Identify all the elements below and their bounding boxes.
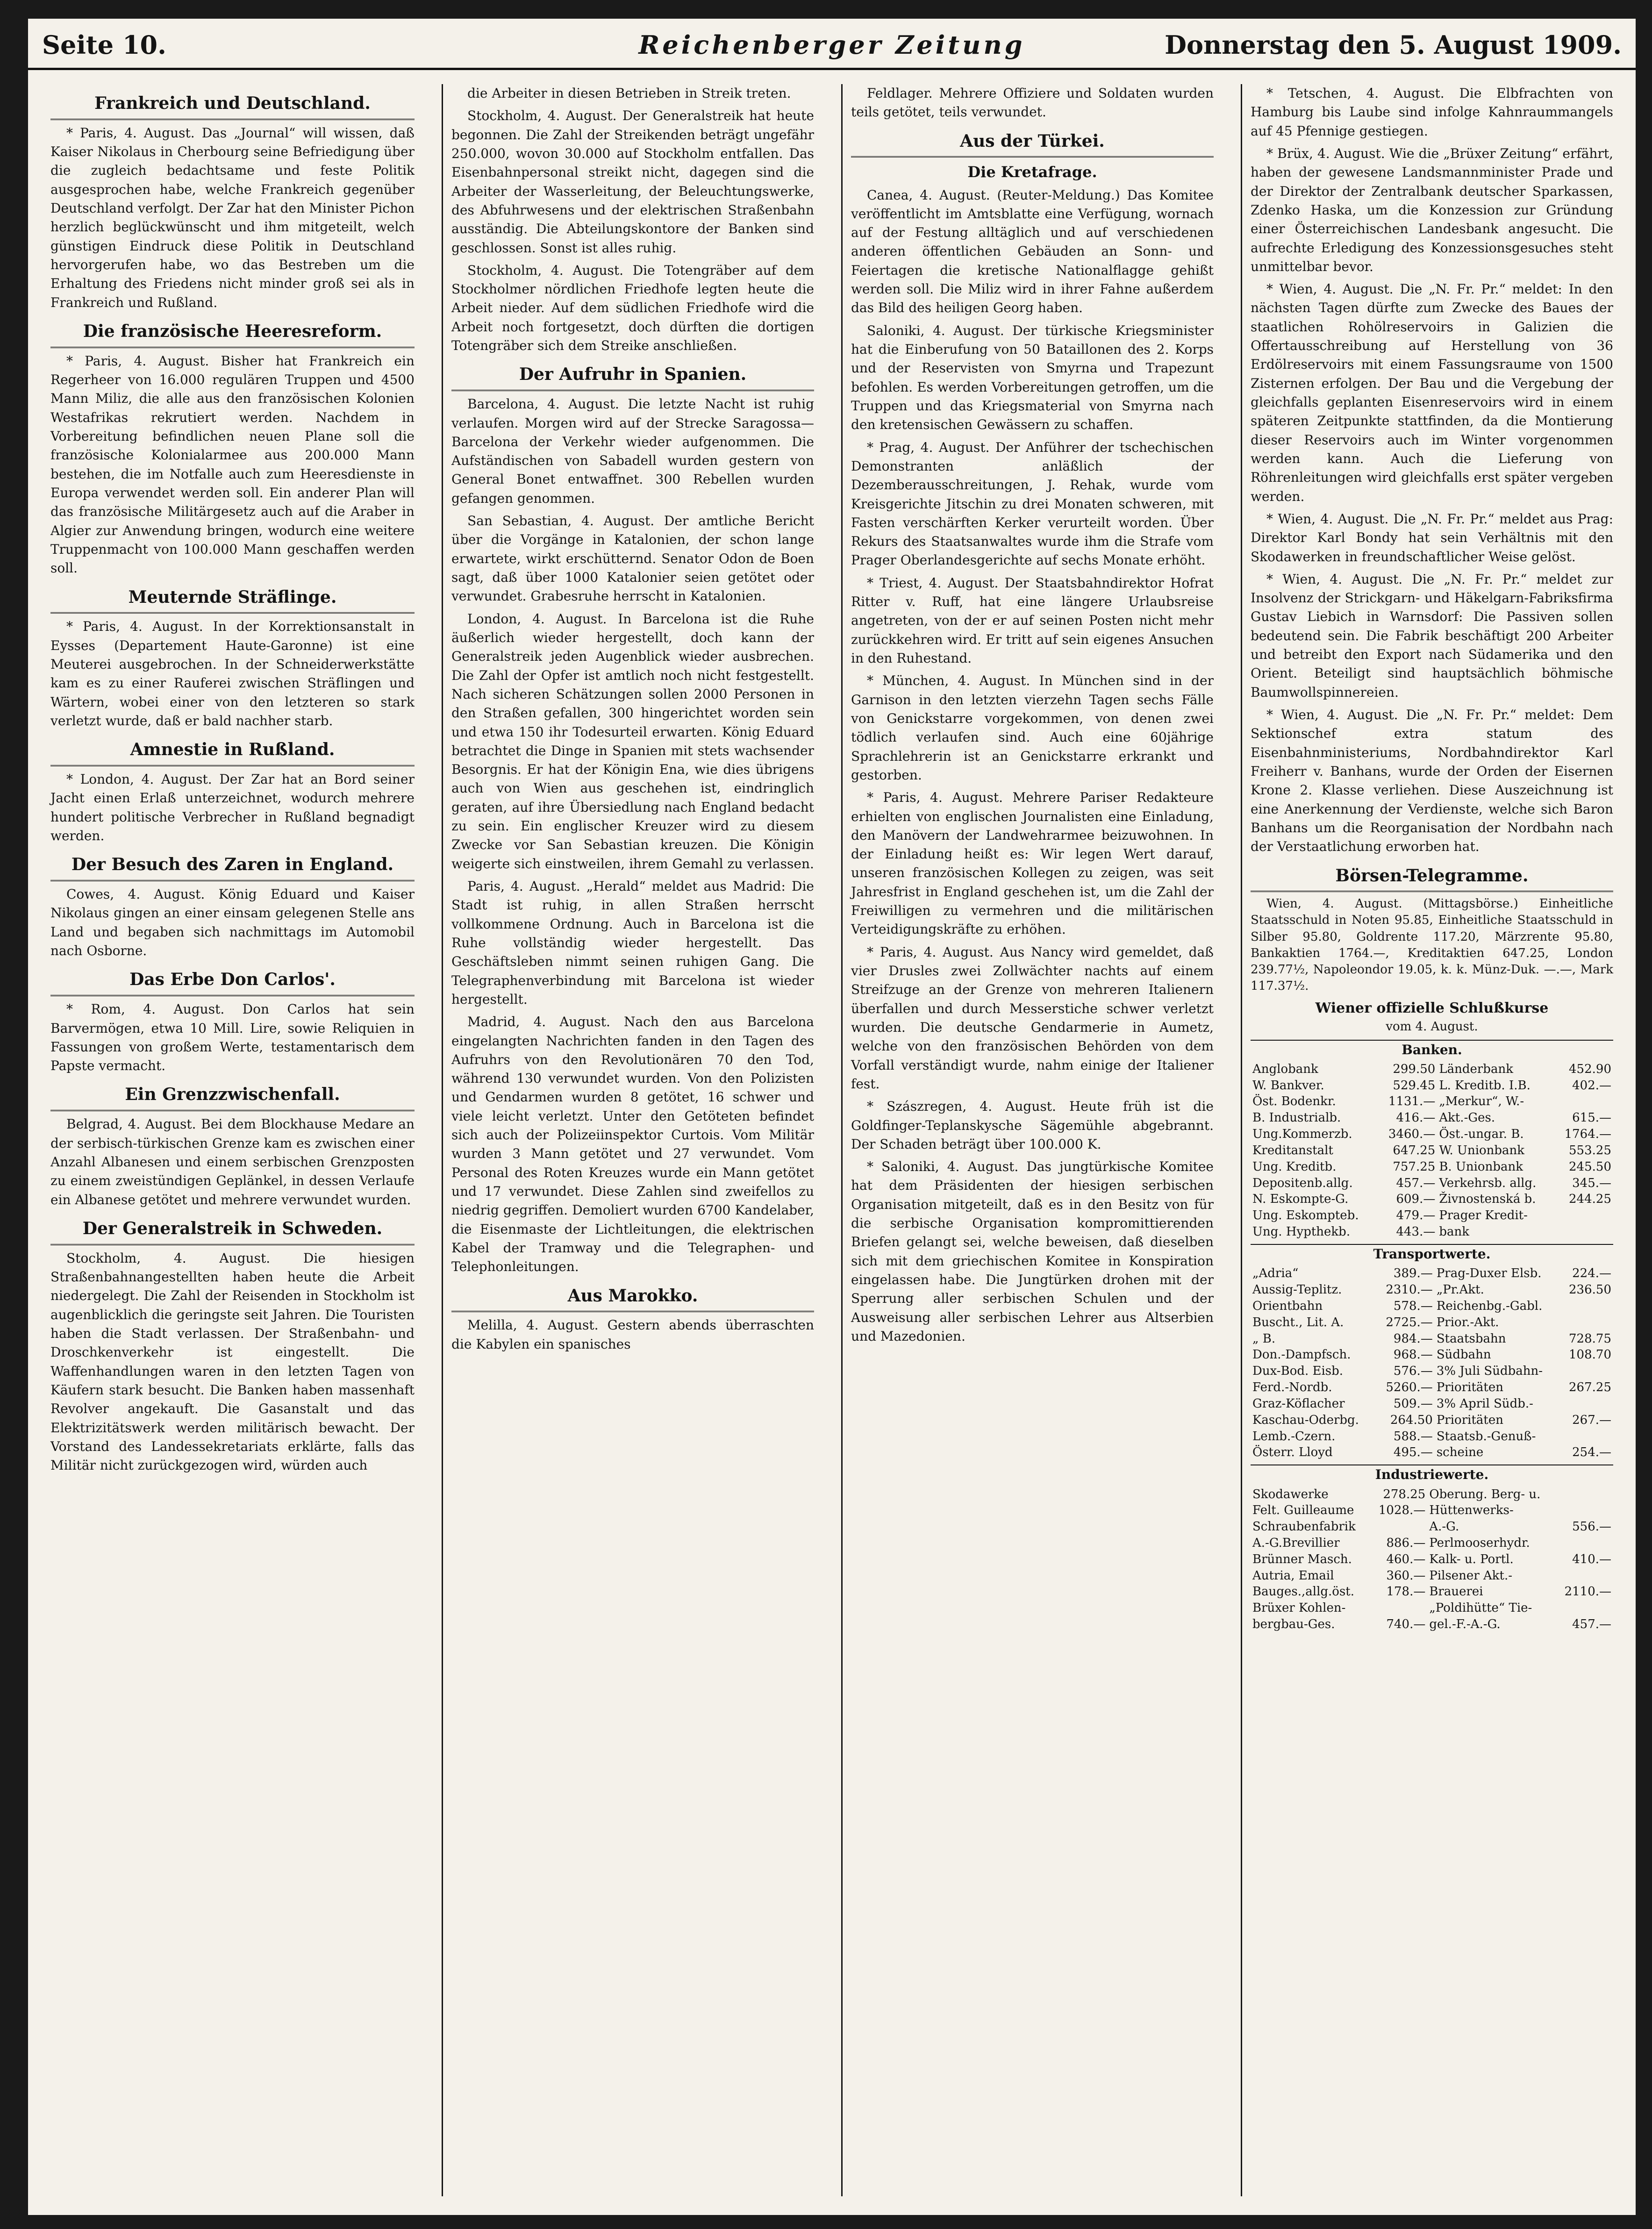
article-headline: Ein Grenzzwischenfall. bbox=[50, 1083, 415, 1111]
quote-name: L. Kreditb. I.B. bbox=[1439, 1078, 1530, 1093]
quote-name: Ung.Kommerzb. bbox=[1252, 1127, 1352, 1142]
article bbox=[851, 943, 1214, 1094]
quote-name: „Adria“ bbox=[1252, 1266, 1299, 1281]
quote-value bbox=[1560, 1315, 1613, 1331]
category-transport: Transportwerte. bbox=[1251, 1244, 1613, 1264]
article-text: * Wien, 4. August. Die „N. Fr. Pr.“ meldet: In den nächsten Tagen dürfte zum Zwecke des Baues der staatlichen Rohölreservoirs in Galizien die Offertausschreibung auf Herstellung von 36 Erdölreservoirs mit einem Fassungsraume von 1500 Zisternen erfolgen. Der Bau und die Vergebung der gleichfalls geplanten Eisenreservoirs wird in einem späteren Zeitpunkte stattfinden, da die Montierung dieser Reservoirs auch im Winter vorgenommen werden kann. Auch die Lieferung von Röhrenleitungen wird gleichfalls erst später vergeben werden. bbox=[1251, 281, 1613, 504]
quote-name: Öst. Bodenkr. bbox=[1252, 1094, 1336, 1109]
newspaper-page bbox=[28, 19, 1636, 2215]
quote-value bbox=[1556, 1535, 1613, 1551]
quote-value: 278.25 bbox=[1383, 1487, 1426, 1501]
quote-value: 299.50 bbox=[1393, 1062, 1436, 1076]
quote-value: 2310.— bbox=[1386, 1283, 1433, 1297]
quote-value: 588.— bbox=[1393, 1429, 1433, 1443]
article-headline: Der Besuch des Zaren in England. bbox=[50, 853, 415, 881]
quote-value bbox=[1554, 1224, 1613, 1240]
quote-name: Don.-Dampfsch. bbox=[1252, 1348, 1351, 1362]
article bbox=[851, 574, 1214, 668]
article-text: Canea, 4. August. (Reuter-Meldung.) Das Komitee veröffentlicht im Amtsblatte eine Verfügung, wornach auf der Festung alltäglich und auf verschiedenen anderen öffentlichen Gebäuden an Sonn- und Feiertagen die kretische Nationalflagge gehißt werden soll. Die Miliz wird in ihrer Fahne außerdem das Bild des heiligen Georg haben. bbox=[851, 187, 1214, 316]
quote-value: 267.25 bbox=[1569, 1380, 1611, 1395]
article-text: * München, 4. August. In München sind in der Garnison in den letzten vierzehn Tagen sechs Fälle von Genickstarre vorgekommen, von denen zwei tödlich verlaufen sind. Auch eine 60jährige Sprachlehrerin ist an Genickstarre erkrankt und gestorben. bbox=[851, 673, 1214, 783]
quote-row bbox=[1251, 1061, 1613, 1078]
quote-value: 452.90 bbox=[1569, 1062, 1611, 1076]
quote-name: Kalk- u. Portl. bbox=[1429, 1552, 1514, 1566]
quote-value bbox=[1560, 1429, 1613, 1445]
quote-value: 556.— bbox=[1572, 1520, 1611, 1534]
quote-row bbox=[1251, 1331, 1613, 1347]
quote-name: „ B. bbox=[1252, 1331, 1276, 1346]
quote-value: 479.— bbox=[1396, 1208, 1436, 1223]
banks-table bbox=[1251, 1061, 1613, 1240]
paper-title: Reichenberger Zeitung bbox=[638, 30, 1025, 60]
quote-row bbox=[1251, 1379, 1613, 1396]
quote-value bbox=[1371, 1600, 1428, 1616]
article bbox=[451, 261, 814, 356]
article-text: * Rom, 4. August. Don Carlos hat sein Barvermögen, etwa 10 Mill. Lire, sowie Reliquien in Fassungen von großem Werte, testamentarisch dem Papste vermacht. bbox=[50, 1001, 415, 1074]
quote-row bbox=[1251, 1363, 1613, 1379]
article-text: die Arbeiter in diesen Betrieben in Streik treten. bbox=[467, 86, 791, 101]
article-text: * Wien, 4. August. Die „N. Fr. Pr.“ meldet: Dem Sektionschef extra statum des Eisenbahnministeriums, Nordbahndirektor Karl Freiherr v. Banhans, wurde der Orden der Eisernen Krone 2. Klasse verliehen. Diese Auszeichnung ist eine Anerkennung der Verdienste, welche sich Baron Banhans um die Reorganisation der Nordbahn nach der Verstaatlichung erworben hat. bbox=[1251, 707, 1613, 855]
quote-value: 968.— bbox=[1393, 1348, 1433, 1362]
article-text: Stockholm, 4. August. Die hiesigen Straßenbahnangestellten haben heute die Arbeit niedergelegt. Die Zahl der Reisenden in Stockholm ist augenblicklich die geringste seit Jahren. Die Touristen haben die Stadt verlassen. Der Straßenbahn- und Droschkenverkehr ist eingestellt. Die Waffenhandlungen waren in den letzten Tagen von Käufern stark besucht. Die Banken haben massenhaft Revolver angekauft. Die Gasanstalt und das Elektrizitätswerk werden militärisch bewacht. Der Vorstand des Landessekretariats erklärte, falls das Militär nicht zurückgezogen wird, würden auch bbox=[50, 1250, 415, 1473]
quote-value: 244.25 bbox=[1569, 1192, 1611, 1207]
quote-name: Depositenb.allg. bbox=[1252, 1176, 1353, 1190]
article bbox=[50, 1083, 415, 1209]
column-1 bbox=[42, 84, 423, 2196]
quote-row bbox=[1251, 1502, 1613, 1519]
quote-value: 757.25 bbox=[1393, 1159, 1436, 1174]
article-text: * Paris, 4. August. In der Korrektionsanstalt in Eysses (Departement Haute-Garonne) ist eine Meuterei ausgebrochen. In der Schneiderwerkstätte kam es zu einer Rauferei zwischen Sträflingen und Wärtern, wobei einer von den letzteren so stark verletzt wurde, daß er bald nachher starb. bbox=[50, 619, 415, 729]
article-text: * Paris, 4. August. Das „Journal“ will wissen, daß Kaiser Nikolaus in Cherbourg seine Befriedigung über die zugleich bedachtsame und feste Politik ausgesprochen habe, welche Frankreich gegenüber Deutschland verfolgt. Der Zar hat den Minister Pichon herzlich beglückwünscht und ihm mitgeteilt, welch günstigen Eindruck diese Politik in Deutschland hervorgerufen habe, wo das Bestreben um die Erhaltung des Friedens nicht minder groß sei als in Frankreich und Rußland. bbox=[50, 125, 415, 310]
quote-name: Pilsener Akt.- bbox=[1429, 1568, 1513, 1583]
quote-name: Staatsbahn bbox=[1436, 1331, 1506, 1346]
quote-value bbox=[1560, 1363, 1613, 1379]
quote-value: 389.— bbox=[1393, 1266, 1433, 1281]
quote-row bbox=[1251, 1265, 1613, 1282]
quote-value: 1764.— bbox=[1564, 1127, 1611, 1142]
quote-value bbox=[1556, 1600, 1613, 1616]
quote-value: 245.50 bbox=[1569, 1159, 1611, 1174]
quote-value: 267.— bbox=[1572, 1413, 1611, 1427]
quote-value: 647.25 bbox=[1393, 1143, 1436, 1157]
quote-value: 1028.— bbox=[1378, 1503, 1426, 1518]
article-text: Madrid, 4. August. Nach den aus Barcelona eingelangten Nachrichten fanden in den Tagen des Aufruhrs von den Revolutionären 70 den Tod, während 130 verwundet wurden. Von den Polizisten und Gendarmen wurden 8 getötet, 16 schwer und viele leicht verletzt. Unter den Getöteten befindet sich auch der Polizeiinspektor Curtois. Vom Militär wurden 3 Mann getötet und 27 verwundet. Vom Personal des Roten Kreuzes wurde ein Mann getötet und 17 verwundet. Diese Zahlen sind zweifellos zu niedrig gegriffen. Demoliert wurden 6700 Kandelaber, die Eisenmaste der Lichtleitungen, die elektrischen Kabel der Tramway und die Telegraphen- und Telephonleitungen. bbox=[451, 1014, 814, 1275]
quote-row bbox=[1251, 1519, 1613, 1535]
quote-value bbox=[1556, 1502, 1613, 1519]
quote-value: 178.— bbox=[1386, 1585, 1426, 1599]
quote-row bbox=[1251, 1396, 1613, 1412]
article bbox=[851, 438, 1214, 570]
article-text: Barcelona, 4. August. Die letzte Nacht ist ruhig verlaufen. Morgen wird auf der Strecke Saragossa—Barcelona der Verkehr wieder aufgenommen. Die Aufständischen von Sabadell wurden gestern von General Bonet entwaffnet. 300 Rebellen wurden gefangen genommen. bbox=[451, 396, 814, 506]
quote-name: W. Bankver. bbox=[1252, 1078, 1324, 1093]
quote-value: 529.45 bbox=[1393, 1078, 1436, 1093]
quote-row bbox=[1251, 1175, 1613, 1192]
article-text: Saloniki, 4. August. Der türkische Kriegsminister hat die Einberufung von 50 Bataillonen des 2. Korps und der Reservisten von Smyrna und Trapezunt befohlen. Es werden Vorbereitungen getroffen, um die Truppen und das Kriegsmaterial von Smyrna nach den kretensischen Gewässern zu schaffen. bbox=[851, 322, 1214, 433]
quote-row bbox=[1251, 1110, 1613, 1126]
quote-name: Schraubenfabrik bbox=[1252, 1520, 1356, 1534]
quote-name: Autria, Email bbox=[1252, 1568, 1334, 1583]
quote-row bbox=[1251, 1224, 1613, 1240]
columns bbox=[42, 84, 1622, 2196]
quote-name: Prag-Duxer Elsb. bbox=[1436, 1266, 1542, 1281]
quote-value: 360.— bbox=[1386, 1568, 1426, 1583]
article bbox=[851, 129, 1214, 318]
quote-value: 5260.— bbox=[1386, 1380, 1433, 1395]
article bbox=[451, 1013, 814, 1276]
quote-name: gel.-F.-A.-G. bbox=[1429, 1617, 1501, 1632]
article bbox=[851, 1097, 1214, 1154]
article-text: Melilla, 4. August. Gestern abends überraschten die Kabylen ein spanisches bbox=[451, 1317, 814, 1352]
quote-name: Akt.-Ges. bbox=[1439, 1111, 1495, 1125]
quote-name: Skodawerke bbox=[1252, 1487, 1329, 1501]
column-4-articles bbox=[1251, 84, 1613, 857]
article bbox=[851, 672, 1214, 785]
article bbox=[451, 1284, 814, 1354]
article-text: Stockholm, 4. August. Der Generalstreik hat heute begonnen. Die Zahl der Streikenden beträgt ungefähr 250.000, wovon 30.000 auf Stockholm entfallen. Das Eisenbahnpersonal streikt nicht, dagegen sind die Arbeiter der Wasserleitung, der Beleuchtungswerke, des Abfuhrwesens und der elektrischen Straßenbahn ausständig. Die Abteilungskontore der Banken sind geschlossen. Sonst ist alles ruhig. bbox=[451, 108, 814, 256]
quote-name: Südbahn bbox=[1436, 1348, 1491, 1362]
quote-name: Oberung. Berg- u. bbox=[1429, 1487, 1541, 1501]
quote-value: 410.— bbox=[1572, 1552, 1611, 1566]
article bbox=[851, 321, 1214, 435]
quote-value: 460.— bbox=[1386, 1552, 1426, 1566]
quote-row bbox=[1251, 1347, 1613, 1363]
quote-name: Ung. Hypthekb. bbox=[1252, 1225, 1351, 1239]
article bbox=[1251, 144, 1613, 276]
quote-value: 740.— bbox=[1386, 1617, 1426, 1632]
quote-name: bergbau-Ges. bbox=[1252, 1617, 1335, 1632]
quote-row bbox=[1251, 1486, 1613, 1503]
article bbox=[1251, 706, 1613, 857]
closing-rates-title: Wiener offizielle Schlußkurse bbox=[1315, 1000, 1549, 1016]
quote-value bbox=[1560, 1298, 1613, 1315]
quote-name: Bauges.,allg.öst. bbox=[1252, 1585, 1355, 1599]
article bbox=[50, 586, 415, 731]
quote-value: 609.— bbox=[1396, 1192, 1436, 1207]
quote-value: 495.— bbox=[1393, 1445, 1433, 1460]
quote-name: Ung. Kreditb. bbox=[1252, 1159, 1337, 1174]
quote-value: 264.50 bbox=[1390, 1413, 1433, 1427]
quote-name: N. Eskompte-G. bbox=[1252, 1192, 1349, 1207]
category-industry: Industriewerte. bbox=[1251, 1465, 1613, 1484]
quote-value: 615.— bbox=[1572, 1111, 1611, 1125]
quote-row bbox=[1251, 1282, 1613, 1298]
column-2 bbox=[442, 84, 822, 2196]
article bbox=[50, 738, 415, 845]
article-text: Feldlager. Mehrere Offiziere und Soldaten wurden teils getötet, teils verwundet. bbox=[851, 86, 1214, 120]
quote-name: Ung. Eskompteb. bbox=[1252, 1208, 1359, 1223]
article-text: Cowes, 4. August. König Eduard und Kaiser Nikolaus gingen an einer einsam gelegenen Stelle ans Land und begaben sich nachmittags im Automobil nach Osborne. bbox=[50, 886, 415, 959]
quote-name: Anglobank bbox=[1252, 1062, 1318, 1076]
quote-value bbox=[1556, 1486, 1613, 1503]
closing-rates-date: vom 4. August. bbox=[1386, 1020, 1478, 1034]
article-text: London, 4. August. In Barcelona ist die Ruhe äußerlich wieder hergestellt, doch kann der Generalstreik jeden Augenblick wieder ausbrechen. Die Zahl der Opfer ist amtlich noch nicht festgestellt. Nach sicheren Schätzungen sollen 2000 Personen in den Straßen gefallen, 300 hingerichtet worden sein und etwa 150 ihr Todesurteil erwarten. König Eduard betrachtet die Dinge in Spanien mit stets wachsender Besorgnis. Er hat der Königin Ena, wie dies übrigens auch von Wien aus geschehen ist, eindringlich geraten, auf ihre Übersiedlung nach England bedacht zu sein. Ein englischer Kreuzer wird zu diesem Zwecke vor San Sebastian kreuzen. Die Königin weigerte sich einstweilen, ihrem Gemahl zu verlassen. bbox=[451, 611, 814, 872]
quote-value bbox=[1556, 1568, 1613, 1584]
article-headline: Aus Marokko. bbox=[451, 1284, 814, 1313]
quote-value: 254.— bbox=[1572, 1445, 1611, 1460]
quote-name: Hüttenwerks- bbox=[1429, 1503, 1514, 1518]
quote-value: 3460.— bbox=[1388, 1127, 1436, 1142]
article-text: * Paris, 4. August. Aus Nancy wird gemeldet, daß vier Drusles zwei Zollwächter nachts auf einem Streifzuge an der Grenze von mehreren Italienern überfallen und durch Messerstiche schwer verletzt wurden. Die deutsche Gendarmerie in Aumetz, welche von den französischen Behörden von dem Vorfall verständigt wurde, nahm einige der Italiener fest. bbox=[851, 944, 1214, 1092]
masthead bbox=[28, 19, 1636, 70]
quote-name: Živnostenská b. bbox=[1439, 1192, 1536, 1207]
article bbox=[451, 512, 814, 606]
article bbox=[50, 968, 415, 1075]
quote-row bbox=[1251, 1584, 1613, 1600]
article-text: San Sebastian, 4. August. Der amtliche Bericht über die Vorgänge in Katalonien, der schon lange erwartete, wirkt erschütternd. Senator Odon de Boen sagt, daß über 1000 Katalonier seien getötet oder verwundet. Grabesruhe herrscht in Katalonien. bbox=[451, 513, 814, 604]
quote-value: 509.— bbox=[1393, 1396, 1433, 1411]
article bbox=[50, 853, 415, 960]
quote-value: 984.— bbox=[1393, 1331, 1433, 1346]
article-headline: Der Generalstreik in Schweden. bbox=[50, 1217, 415, 1245]
quote-name: Lemb.-Czern. bbox=[1252, 1429, 1336, 1443]
quote-row bbox=[1251, 1315, 1613, 1331]
quote-name: 3% Juli Südbahn- bbox=[1436, 1364, 1543, 1379]
article-text: Paris, 4. August. „Herald“ meldet aus Madrid: Die Stadt ist ruhig, in allen Straßen herrscht vollkommene Ordnung. Auch in Barcelona ist die Ruhe vollständig wieder hergestellt. Das Geschäftsleben nimmt seinen ruhigen Gang. Die Telegraphenverbindung mit Barcelona ist wieder hergestellt. bbox=[451, 879, 814, 1007]
quote-name: Orientbahn bbox=[1252, 1299, 1323, 1313]
article bbox=[50, 92, 415, 312]
quote-value: 224.— bbox=[1572, 1266, 1611, 1281]
article bbox=[50, 320, 415, 578]
article-headline: Aus der Türkei. bbox=[851, 129, 1214, 158]
article-text: * Saloniki, 4. August. Das jungtürkische Komitee hat dem Präsidenten der hiesigen serbischen Organisation mitgeteilt, daß es in den Besitz von für die serbische Organisation kompromittierenden Briefen gelangt sei, welche beweisen, daß dieselben sich mit dem griechischen Komitee in Konspiration eingelassen habe. Die Jungtürken drohen mit der Sperrung aller serbischen Schulen und der Ausweisung aller serbischen Lehrer aus Altserbien und Mazedonien. bbox=[851, 1159, 1214, 1344]
quote-row bbox=[1251, 1207, 1613, 1224]
quote-row bbox=[1251, 1093, 1613, 1110]
quote-name: A.-G. bbox=[1429, 1520, 1459, 1534]
quote-name: Reichenbg.-Gabl. bbox=[1436, 1299, 1543, 1313]
quote-row bbox=[1251, 1535, 1613, 1551]
article-text: * Wien, 4. August. Die „N. Fr. Pr.“ meldet aus Prag: Direktor Karl Bondy hat sein Verhältnis mit den Skodawerken in freundschaftlicher Weise gelöst. bbox=[1251, 511, 1613, 564]
article bbox=[1251, 510, 1613, 566]
quote-name: Verkehrsb. allg. bbox=[1439, 1176, 1537, 1190]
quote-name: scheine bbox=[1436, 1445, 1484, 1460]
quote-name: „Pr.Akt. bbox=[1436, 1283, 1484, 1297]
quote-value: 728.75 bbox=[1569, 1331, 1611, 1346]
quote-value: 457.— bbox=[1396, 1176, 1436, 1190]
article bbox=[451, 84, 814, 103]
article-text: Belgrad, 4. August. Bei dem Blockhause Medare an der serbisch-türkischen Grenze kam es zwischen einer Anzahl Albanesen und einem serbischen Grenzposten zu einem zweistündigen Geplänkel, in dessen Verlaufe ein Albanese getötet und mehrere verwundet wurden. bbox=[50, 1116, 415, 1207]
quote-name: Staatsb.-Genuß- bbox=[1436, 1429, 1536, 1443]
article-text: * London, 4. August. Der Zar hat an Bord seiner Jacht einen Erlaß unterzeichnet, wodurch mehrere hundert politische Verbrecher in Rußland begnadigt werden. bbox=[50, 772, 415, 843]
quote-name: Kaschau-Oderbg. bbox=[1252, 1413, 1359, 1427]
article bbox=[50, 1217, 415, 1475]
quote-name: „Poldihütte“ Tie- bbox=[1429, 1601, 1532, 1615]
quote-row bbox=[1251, 1551, 1613, 1568]
quote-value: 2110.— bbox=[1564, 1585, 1611, 1599]
quote-name: Kreditanstalt bbox=[1252, 1143, 1333, 1157]
stock-exchange-section bbox=[1251, 864, 1613, 1633]
quote-value: 578.— bbox=[1393, 1299, 1433, 1313]
article bbox=[451, 877, 814, 1009]
quote-value: 1131.— bbox=[1388, 1094, 1436, 1109]
quote-value: 886.— bbox=[1386, 1536, 1426, 1550]
quote-value bbox=[1554, 1207, 1613, 1224]
quote-row bbox=[1251, 1568, 1613, 1584]
article-headline: Frankreich und Deutschland. bbox=[50, 92, 415, 120]
quote-row bbox=[1251, 1412, 1613, 1429]
quote-value: 345.— bbox=[1572, 1176, 1611, 1190]
quote-name: Öst.-ungar. B. bbox=[1439, 1127, 1524, 1142]
column-3 bbox=[841, 84, 1222, 2196]
article-text: * Brüx, 4. August. Wie die „Brüxer Zeitung“ erfährt, haben der gewesene Landsmannminister Prade und der Direktor der Zentralbank deutscher Sparkassen, Zdenko Haska, um die Konzession zur Gründung einer Österreichischen Landesbank angesucht. Die aufrechte Erledigung des Konzessionsgesuches steht unmittelbar bevor. bbox=[1251, 145, 1613, 274]
article-text: * Wien, 4. August. Die „N. Fr. Pr.“ meldet zur Insolvenz der Strickgarn- und Häkelgarn-Fabriksfirma Gustav Liebich in Warnsdorf: Die Passiven sollen bedeutend sein. Die Fabrik beschäftigt 200 Arbeiter und betreibt den Export nach Südamerika und den Orient. Beteiligt sind hauptsächlich böhmische Baumwollspinnereien. bbox=[1251, 571, 1613, 700]
quote-name: Graz-Köflacher bbox=[1252, 1396, 1345, 1411]
quote-row bbox=[1251, 1298, 1613, 1315]
quote-name: W. Unionbank bbox=[1439, 1143, 1525, 1157]
quote-name: B. Industrialb. bbox=[1252, 1111, 1341, 1125]
industry-table bbox=[1251, 1486, 1613, 1633]
article bbox=[1251, 84, 1613, 141]
category-banks: Banken. bbox=[1251, 1040, 1613, 1059]
article-text: * Tetschen, 4. August. Die Elbfrachten von Hamburg bis Laube sind infolge Kahnraummangels auf 45 Pfennige gestiegen. bbox=[1251, 86, 1613, 139]
quote-value: 108.70 bbox=[1569, 1348, 1611, 1362]
article bbox=[451, 610, 814, 873]
quote-name: Brüxer Kohlen- bbox=[1252, 1601, 1346, 1615]
article bbox=[851, 788, 1214, 939]
article-headline: Meuternde Sträflinge. bbox=[50, 586, 415, 614]
quote-value: 457.— bbox=[1572, 1617, 1611, 1632]
quote-name: A.-G.Brevillier bbox=[1252, 1536, 1340, 1550]
article-text: * Triest, 4. August. Der Staatsbahndirektor Hofrat Ritter v. Ruff, hat eine längere Urlaubsreise angetreten, von der er auf seinen Posten nicht mehr zurückkehren wird. Er tritt auf sein eigenes Ansuchen in den Ruhestand. bbox=[851, 575, 1214, 666]
quote-name: Dux-Bod. Eisb. bbox=[1252, 1364, 1344, 1379]
stock-exchange-report: Wien, 4. August. (Mittagsbörse.) Einheitliche Staatsschuld in Noten 95.85, Einheitliche Staatsschuld in Silber 95.80, Goldrente 117.20, Märzrente 95.80, Bankaktien 1764.—, Kreditaktien 647.25, London 239.77½, Napoleondor 19.05, k. k. Münz-Duk. —.—, Mark 117.37½. bbox=[1251, 897, 1613, 993]
issue-date: Donnerstag den 5. August 1909. bbox=[1165, 30, 1622, 60]
article bbox=[851, 1157, 1214, 1346]
quote-value bbox=[1371, 1519, 1428, 1535]
article-text: * Szászregen, 4. August. Heute früh ist die Goldfinger-Teplanskysche Sägemühle abgebrannt. Der Schaden beträgt über 100.000 K. bbox=[851, 1099, 1214, 1152]
quote-row bbox=[1251, 1078, 1613, 1094]
article-text: * Paris, 4. August. Mehrere Pariser Redakteure erhielten von englischen Journalisten eine Einladung, den Manövern der Landwehrarmee beizuwohnen. In der Einladung heißt es: Wir legen Wert darauf, unseren französischen Kollegen zu zeigen, was seit Jahresfrist in England geschehen ist, um die Zahl der Freiwilligen zu vermehren und die militärischen Verteidigungskräfte zu erhöhen. bbox=[851, 790, 1214, 937]
quote-value: 416.— bbox=[1396, 1111, 1436, 1125]
quote-row bbox=[1251, 1429, 1613, 1445]
quote-name: Buscht., Lit. A. bbox=[1252, 1315, 1344, 1329]
transport-table bbox=[1251, 1265, 1613, 1461]
quote-name: Prioritäten bbox=[1436, 1413, 1503, 1427]
page-number: Seite 10. bbox=[42, 30, 166, 60]
article bbox=[1251, 280, 1613, 506]
quote-name: Österr. Lloyd bbox=[1252, 1445, 1333, 1460]
article-text: * Prag, 4. August. Der Anführer der tschechischen Demonstranten anläßlich der Dezemberausschreitungen, J. Rehak, wurde vom Kreisgerichte Jitschin zu drei Monaten schweren, mit Fasten verschärften Kerker verurteilt worden. Über Rekurs des Staatsanwaltes wurde ihm die Strafe vom Prager Oberlandesgerichte auf sechs Monate erhöht. bbox=[851, 439, 1214, 568]
quote-value bbox=[1554, 1093, 1613, 1110]
article-headline: Das Erbe Don Carlos'. bbox=[50, 968, 415, 996]
quote-value bbox=[1560, 1396, 1613, 1412]
quote-name: 3% April Südb.- bbox=[1436, 1396, 1533, 1411]
quote-value: 2725.— bbox=[1386, 1315, 1433, 1329]
article bbox=[451, 107, 814, 257]
quote-name: Ferd.-Nordb. bbox=[1252, 1380, 1332, 1395]
quote-row bbox=[1251, 1616, 1613, 1633]
quote-name: Prioritäten bbox=[1436, 1380, 1503, 1395]
quote-name: B. Unionbank bbox=[1439, 1159, 1523, 1174]
quote-name: Perlmooserhydr. bbox=[1429, 1536, 1530, 1550]
article-text: Stockholm, 4. August. Die Totengräber auf dem Stockholmer nördlichen Friedhofe legten heute die Arbeit nieder. Auf dem südlichen Friedhofe wird die Arbeit noch fortgesetzt, doch dürften die dortigen Totengräber sich dem Streike anschließen. bbox=[451, 262, 814, 354]
quote-name: bank bbox=[1439, 1225, 1469, 1239]
quote-row bbox=[1251, 1191, 1613, 1207]
quote-value: 402.— bbox=[1572, 1078, 1611, 1093]
quote-name: Aussig-Teplitz. bbox=[1252, 1283, 1342, 1297]
quote-row bbox=[1251, 1159, 1613, 1175]
quote-value: 576.— bbox=[1393, 1364, 1433, 1379]
quote-name: Brünner Masch. bbox=[1252, 1552, 1352, 1566]
quote-value: 553.25 bbox=[1569, 1143, 1611, 1157]
quote-name: Länderbank bbox=[1439, 1062, 1513, 1076]
quote-name: Felt. Guilleaume bbox=[1252, 1503, 1354, 1518]
quote-row bbox=[1251, 1444, 1613, 1461]
stock-exchange-title: Börsen-Telegramme. bbox=[1251, 864, 1613, 893]
quote-row bbox=[1251, 1143, 1613, 1159]
quote-name: Prior.-Akt. bbox=[1436, 1315, 1499, 1329]
article bbox=[1251, 570, 1613, 702]
article-headline: Der Aufruhr in Spanien. bbox=[451, 363, 814, 391]
quote-name: Prager Kredit- bbox=[1439, 1208, 1528, 1223]
article-headline: Amnestie in Rußland. bbox=[50, 738, 415, 766]
quote-name: Brauerei bbox=[1429, 1585, 1483, 1599]
article-headline: Die französische Heeresreform. bbox=[50, 320, 415, 348]
column-4 bbox=[1241, 84, 1622, 2196]
article bbox=[851, 84, 1214, 122]
article-text: * Paris, 4. August. Bisher hat Frankreich ein Regerheer von 16.000 regulären Truppen und 4500 Mann Miliz, die alle aus den französischen Kolonien Westafrikas rekrutiert werden. Nachdem in Vorbereitung befindlichen neuen Plane soll die französische Kolonialarmee aus 200.000 Mann bestehen, die im Notfalle auch zum Heeresdienste in Europa verwendet werden soll. Ein anderer Plan will das französische Militärgesetz auch auf die Araber in Algier zur Anwendung bringen, wodurch eine weitere Truppenmacht von 100.000 Mann geschaffen werden soll. bbox=[50, 353, 415, 576]
quote-row bbox=[1251, 1600, 1613, 1616]
quote-value: 443.— bbox=[1396, 1225, 1436, 1239]
quote-name: „Merkur“, W.- bbox=[1439, 1094, 1524, 1109]
quote-row bbox=[1251, 1126, 1613, 1143]
article bbox=[451, 363, 814, 508]
article-subheadline: Die Kretafrage. bbox=[967, 163, 1097, 181]
quote-value: 236.50 bbox=[1569, 1283, 1611, 1297]
